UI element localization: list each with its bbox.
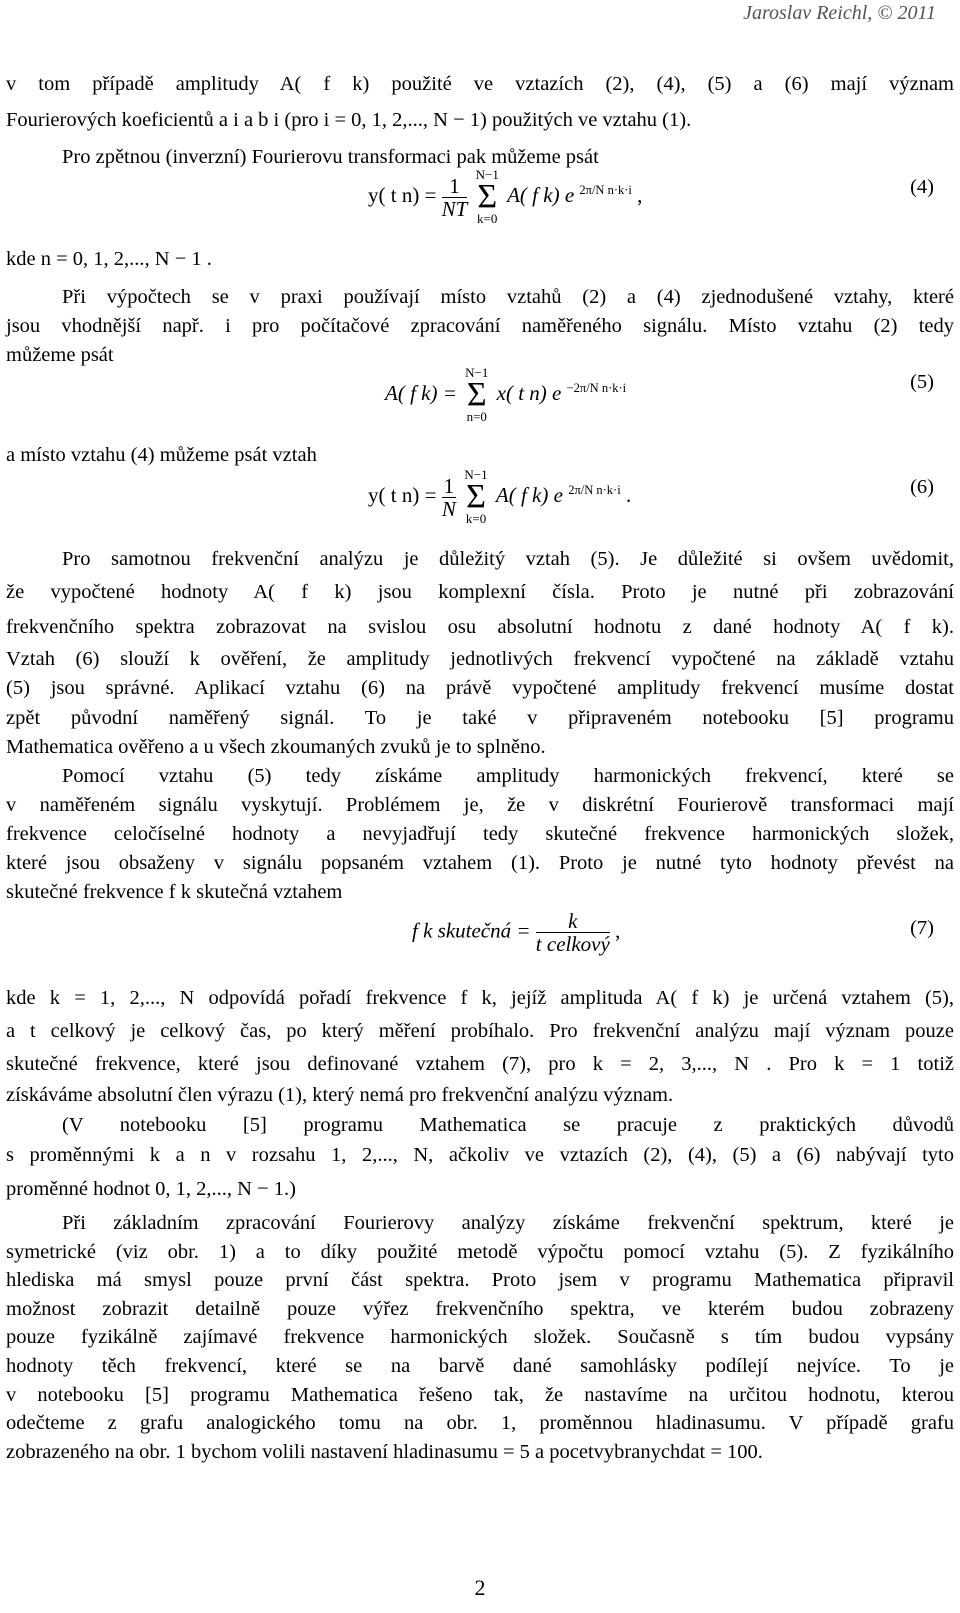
text-line: skutečné frekvence f k skutečná vztahem (6, 881, 343, 903)
equation-lhs: y( t n) = (368, 182, 437, 207)
fraction-denominator: N (441, 496, 456, 521)
text-line: zobrazeného na obr. 1 bychom volili nastavení hladinasumu = 5 a pocetvybranychdat = 100. (6, 1441, 763, 1463)
sum-lower: n=0 (466, 409, 487, 424)
equation-lhs: y( t n) = (368, 482, 437, 507)
text-line: získáváme absolutní člen výrazu (1), který nemá pro frekvenční analýzu význam. (6, 1084, 674, 1106)
summation (476, 168, 499, 226)
fraction-denominator: NT (441, 196, 468, 221)
equation-tail: , (615, 918, 621, 943)
sigma-symbol: Σ (466, 376, 487, 413)
text-line: jsou vhodnější např. i pro počítačové zpracování naměřeného signálu. Místo vztahu (2) tedy (6, 315, 954, 337)
page-header-author: Jaroslav Reichl, © 2011 (743, 2, 936, 24)
equation-6 (368, 468, 631, 526)
text-line: frekvenčního spektra zobrazovat na svislou osu absolutní hodnotu z dané hodnoty A( f k). (6, 616, 954, 638)
text-line: že vypočtené hodnoty A( f k) jsou komplexní čísla. Proto je nutné při zobrazování (6, 581, 954, 603)
sigma-symbol: Σ (477, 178, 498, 215)
text-line: Mathematica ověřeno a u všech zkoumaných zvuků je to splněno. (6, 736, 546, 758)
sum-upper: N−1 (465, 365, 489, 380)
equation-exponent: 2π/N n·k·i (568, 482, 621, 497)
equation-body: A( f k) e (495, 482, 563, 507)
equation-exponent: −2π/N n·k·i (566, 380, 627, 395)
text-line: a t celkový je celkový čas, po který měření probíhalo. Pro frekvenční analýzu mají význam pouze (6, 1020, 954, 1042)
text-line: Fourierových koeficientů a i a b i (pro i = 0, 1, 2,..., N − 1) použitých ve vztahu (1). (6, 109, 692, 131)
text-line: (V notebooku [5] programu Mathematica se pracuje z praktických důvodů (62, 1114, 954, 1136)
equation-body: x( t n) e (496, 380, 562, 405)
equation-lhs: A( f k) = (385, 380, 457, 405)
text-line: v naměřeném signálu vyskytují. Problémem je, že v diskrétní Fourierově transformaci mají (6, 794, 954, 816)
equation-4 (368, 168, 642, 226)
fraction-numerator: k (536, 910, 610, 933)
equation-tail: . (625, 482, 632, 507)
equation-number: (6) (910, 476, 934, 498)
text-line: hlediska má smysl pouze první část spektra. Proto jsem v programu Mathematica připravil (6, 1269, 954, 1291)
page-number: 2 (474, 1575, 486, 1600)
text-line: pouze fyzikálně zajímavé frekvence harmonických složek. Současně s tím budou vypsány (6, 1326, 954, 1348)
text-line: v notebooku [5] programu Mathematica řešeno tak, že nastavíme na určitou hodnotu, kterou (6, 1384, 954, 1406)
text-line: zpět původní naměřený signál. To je také v připraveném notebooku [5] programu (6, 707, 954, 729)
equation-lhs: f k skutečná = (412, 918, 531, 943)
equation-exponent: 2π/N n·k·i (579, 182, 632, 197)
text-line: kde k = 1, 2,..., N odpovídá pořadí frekvence f k, jejíž amplituda A( f k) je určená vztahem (5), (6, 987, 954, 1009)
text-line: proměnné hodnot 0, 1, 2,..., N − 1.) (6, 1178, 296, 1200)
sum-upper: N−1 (475, 167, 499, 182)
equation-number: (4) (910, 176, 934, 198)
summation (465, 366, 488, 424)
equation-5 (385, 366, 626, 424)
text-line: Při výpočtech se v praxi používají místo vztahů (2) a (4) zjednodušené vztahy, které (62, 286, 954, 308)
text-line: Vztah (6) slouží k ověření, že amplitudy jednotlivých frekvencí vypočtené na základě vztahu (6, 648, 954, 670)
text-line: můžeme psát (6, 344, 114, 366)
fraction-numerator: 1 (443, 473, 455, 498)
fraction (536, 910, 610, 955)
text-line: frekvence celočíselné hodnoty a nevyjadřují tedy skutečné frekvence harmonických složek, (6, 823, 954, 845)
text-line: a místo vztahu (4) můžeme psát vztah (6, 444, 317, 466)
text-line: Při základním zpracování Fourierovy analýzy získáme frekvenční spektrum, které je (62, 1212, 954, 1234)
text-line: které jsou obsaženy v signálu popsaném vztahem (1). Proto je nutné tyto hodnoty převést na (6, 852, 954, 874)
equation-number: (7) (910, 917, 934, 939)
text-line: odečteme z grafu analogického tomu na obr. 1, proměnnou hladinasumu. V případě grafu (6, 1412, 954, 1434)
equation-tail: , (637, 182, 643, 207)
text-line: skutečné frekvence, které jsou definované vztahem (7), pro k = 2, 3,..., N . Pro k = 1 totiž (6, 1053, 954, 1075)
text-line: (5) jsou správné. Aplikací vztahu (6) na právě vypočtené amplitudy frekvencí musíme dostat (6, 677, 954, 699)
text-line: s proměnnými k a n v rozsahu 1, 2,..., N, ačkoliv ve vztazích (2), (4), (5) a (6) nabývají tyto (6, 1144, 954, 1166)
text-line: možnost zobrazit detailně pouze výřez frekvenčního spektra, ve kterém budou zobrazeny (6, 1298, 954, 1320)
summation (464, 468, 487, 526)
text-line: Pro zpětnou (inverzní) Fourierovu transformaci pak můžeme psát (62, 146, 599, 168)
sum-lower: k=0 (465, 511, 487, 526)
equation-number: (5) (910, 371, 934, 393)
fraction (442, 475, 457, 520)
fraction-numerator: 1 (442, 175, 468, 198)
text-line: v tom případě amplitudy A( f k) použité ve vztazích (2), (4), (5) a (6) mají význam (6, 73, 954, 95)
sum-upper: N−1 (464, 467, 488, 482)
equation-7 (412, 910, 620, 955)
equation-body: A( f k) e (507, 182, 575, 207)
text-line: Pro samotnou frekvenční analýzu je důležitý vztah (5). Je důležité si ovšem uvědomit, (62, 548, 954, 570)
sigma-symbol: Σ (466, 478, 486, 515)
text-line: hodnoty těch frekvencí, které se na barvě dané samohlásky podílejí nejvíce. To je (6, 1355, 954, 1377)
text-line: kde n = 0, 1, 2,..., N − 1 . (6, 248, 212, 270)
text-line: Pomocí vztahu (5) tedy získáme amplitudy harmonických frekvencí, které se (62, 765, 954, 787)
sum-lower: k=0 (477, 211, 498, 226)
fraction-denominator: t celkový (535, 932, 610, 956)
fraction (442, 175, 468, 220)
text-line: symetrické (viz obr. 1) a to díky použité metodě výpočtu pomocí vztahu (5). Z fyzikálního (6, 1241, 954, 1263)
